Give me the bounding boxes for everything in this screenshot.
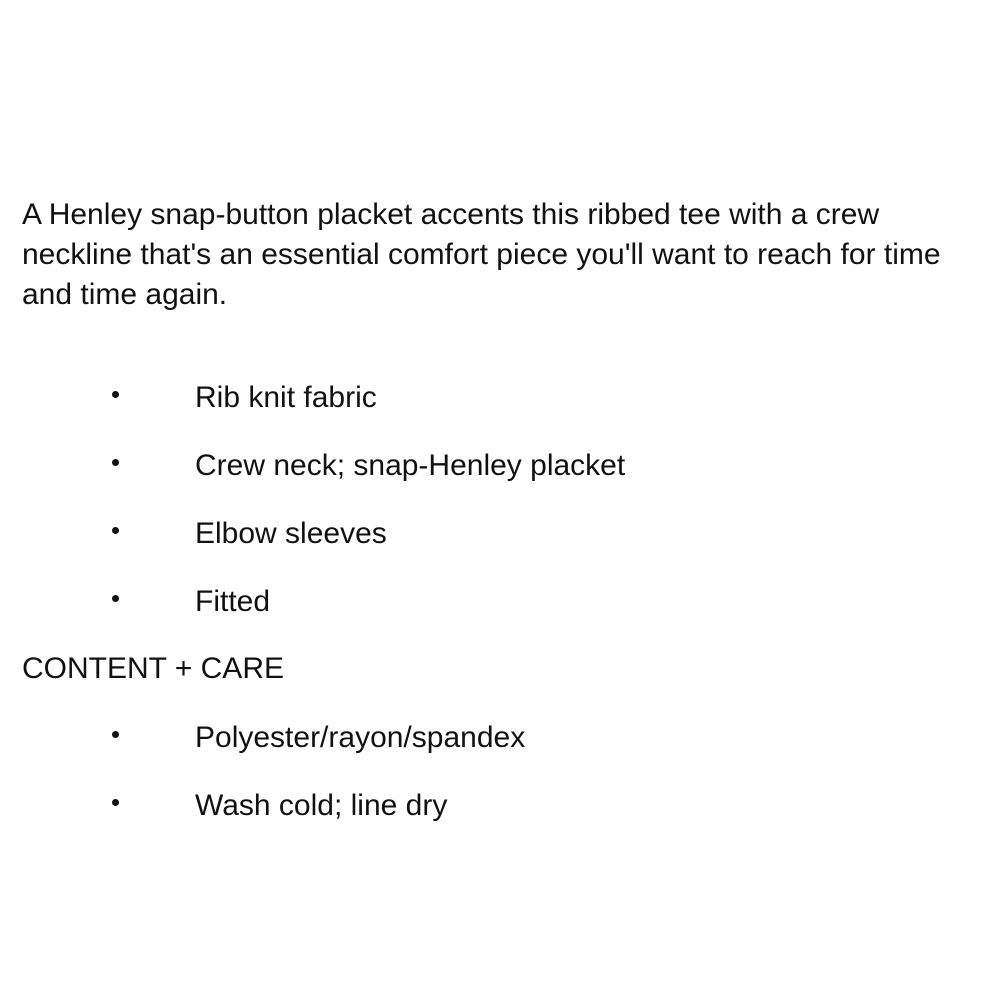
bullet-dot: [112, 731, 119, 738]
bullet-dot: [112, 799, 119, 806]
list-item: [0, 378, 1000, 446]
feature-text: Rib knit fabric: [195, 381, 377, 414]
bullet-dot: [112, 595, 119, 602]
bullet-dot: [112, 527, 119, 534]
list-item: [0, 718, 1000, 786]
care-text: Wash cold; line dry: [195, 789, 448, 822]
list-item: [0, 514, 1000, 582]
feature-text: Crew neck; snap-Henley placket: [195, 449, 626, 482]
bullet-dot: [112, 391, 119, 398]
feature-text: Fitted: [195, 585, 271, 618]
feature-text: Elbow sleeves: [195, 517, 387, 550]
care-list: [0, 718, 1000, 854]
bullet-dot: [112, 459, 119, 466]
list-item: [0, 582, 1000, 650]
product-description: A Henley snap-button placket accents this ribbed tee with a crew neckline that's an essential comfort piece you'll want to reach for time and time again.: [22, 198, 941, 311]
content-care-heading: CONTENT + CARE: [22, 652, 284, 685]
feature-list: [0, 378, 1000, 650]
care-text: Polyester/rayon/spandex: [195, 721, 526, 754]
list-item: [0, 446, 1000, 514]
list-item: [0, 786, 1000, 854]
